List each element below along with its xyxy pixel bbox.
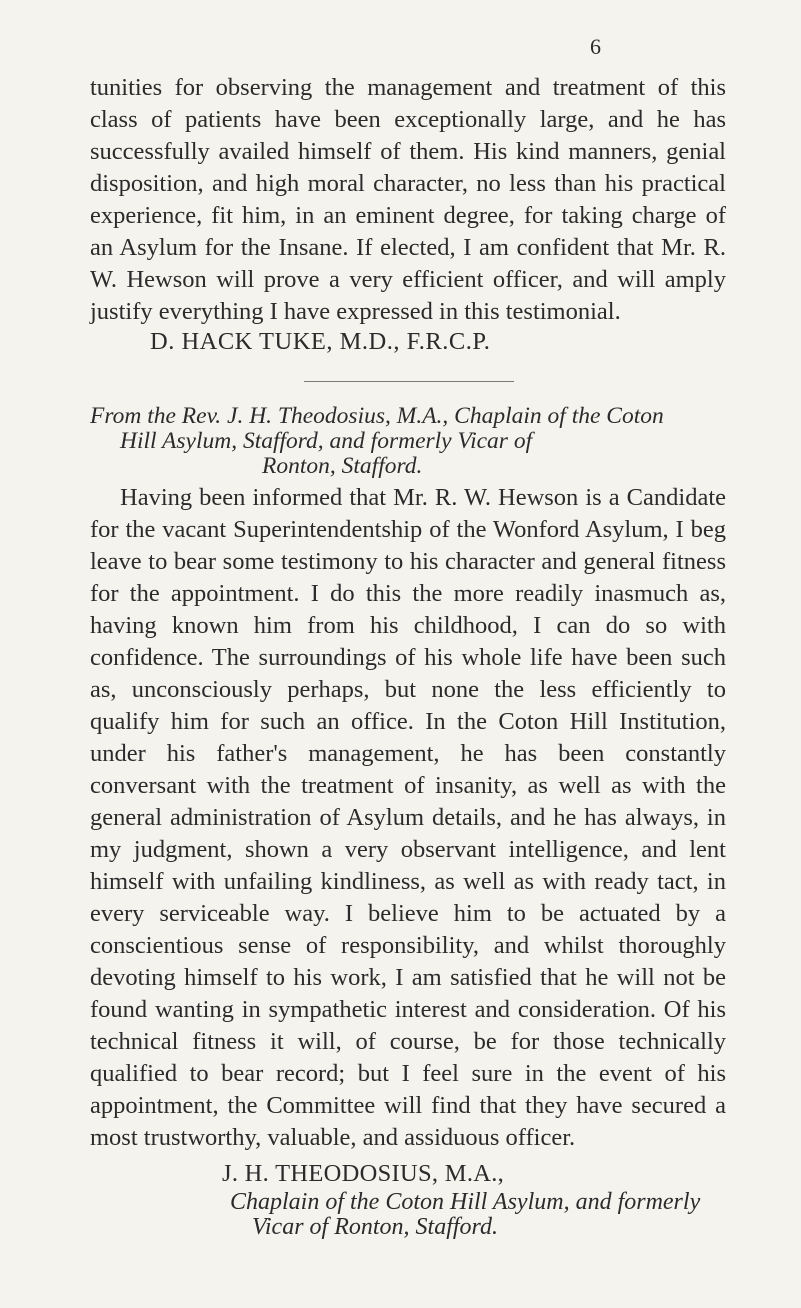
signature-title	[230, 1190, 700, 1240]
letter-heading-line-1: From the Rev. J. H. Theodosius, M.A., Chaplain of the Coton	[90, 403, 664, 429]
letter-heading	[90, 404, 726, 479]
testimonial-paragraph-2: Having been informed that Mr. R. W. Hewson is a Candidate for the vacant Superintendentship of the Wonford Asylum, I beg leave to bear some testimony to his character and general fitness for the appointment. I do this the more readily inasmuch as, having known him from his childhood, I can do so with confidence. The surroundings of his whole life have been such as, unconsciously perhaps, but none the less efficiently to qualify him for such an office. In the Coton Hill Institution, under his father's management, he has been constantly conversant with the treatment of insanity, as well as with the general administration of Asylum details, and he has always, in my judgment, shown a very observant intelligence, and lent himself with unfailing kindliness, as well as with ready tact, in every serviceable way. I believe him to be actuated by a conscientious sense of responsibility, and whilst thoroughly devoting himself to his work, I am satisfied that he will not be found wanting in sympathetic interest and consideration. Of his technical fitness it will, of course, be for those technically qualified to bear record; but I feel sure in the event of his appointment, the Committee will find that they have secured a most trustworthy, valuable, and assiduous officer.	[90, 484, 726, 1151]
signature-tuke: D. HACK TUKE, M.D., F.R.C.P.	[150, 328, 491, 355]
section-divider	[304, 381, 514, 382]
signature-title-line-2: Vicar of Ronton, Stafford.	[252, 1214, 498, 1240]
letter-heading-line-3: Ronton, Stafford.	[262, 453, 423, 479]
testimonial-paragraph-1: tunities for observing the management and treatment of this class of patients have been exceptionally large, and he has successfully availed himself of them. His kind manners, genial disposition, and high moral character, no less than his practical experience, fit him, in an eminent degree, for taking charge of an Asylum for the Insane. If elected, I am confident that Mr. R. W. Hewson will prove a very efficient officer, and will amply justify everything I have expressed in this testimonial.	[90, 74, 726, 325]
page-number: 6	[590, 34, 601, 59]
letter-heading-line-2: Hill Asylum, Stafford, and formerly Vicar of	[120, 428, 533, 454]
signature-theodosius: J. H. THEODOSIUS, M.A.,	[222, 1160, 505, 1187]
signature-title-line-1: Chaplain of the Coton Hill Asylum, and formerly	[230, 1189, 701, 1215]
